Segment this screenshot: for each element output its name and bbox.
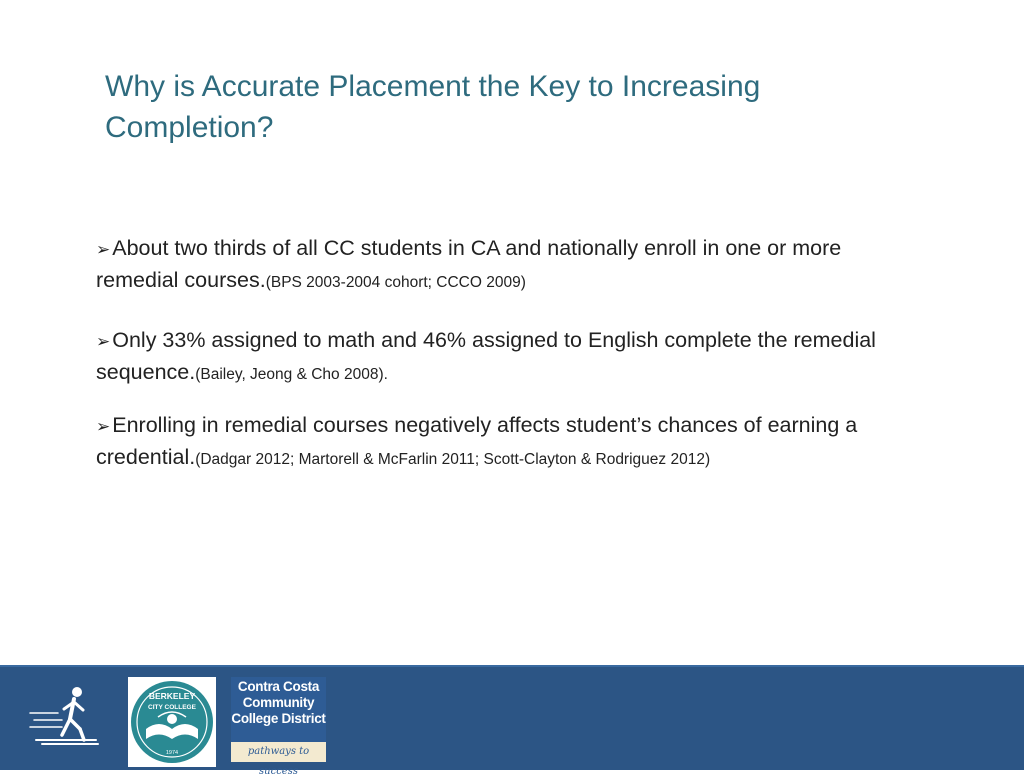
contra-costa-name — [231, 679, 326, 727]
bullet-item — [96, 325, 886, 390]
arrow-bullet-icon: ➢ — [96, 240, 111, 259]
contra-costa-tagline: pathways to success — [231, 742, 326, 762]
bullet-citation: (BPS 2003-2004 cohort; CCCO 2009) — [265, 274, 526, 291]
contra-costa-line: Contra Costa — [237, 679, 320, 694]
bullet-citation: (Dadgar 2012; Martorell & McFarlin 2011; Scott-Clayton & Rodriguez 2012) — [195, 451, 711, 468]
slide-title: Why is Accurate Placement the Key to Increasing Completion? — [105, 70, 761, 144]
bullet-item — [96, 233, 886, 298]
berkeley-year: 1974 — [165, 750, 179, 756]
contra-costa-logo — [231, 677, 326, 777]
bullet-item — [96, 410, 886, 475]
bullet-citation: (Bailey, Jeong & Cho 2008). — [195, 366, 388, 383]
bullet-text: Only 33% assigned to math and 46% assigned to English complete the remedial sequence. — [96, 328, 876, 384]
footer-bar — [0, 665, 1024, 777]
berkeley-line2: CITY COLLEGE — [148, 704, 196, 711]
arrow-bullet-icon: ➢ — [96, 417, 111, 436]
bullet-text: Enrolling in remedial courses negatively affects student’s chances of earning a credential. — [96, 413, 858, 469]
running-person-icon — [28, 685, 102, 749]
berkeley-seal-icon — [128, 677, 216, 767]
arrow-bullet-icon: ➢ — [96, 332, 111, 351]
bullet-text: About two thirds of all CC students in CA and nationally enroll in one or more remedial courses. — [96, 236, 842, 292]
contra-costa-line: College District — [231, 711, 326, 726]
contra-costa-line: Community — [242, 695, 315, 710]
berkeley-line1: BERKELEY — [148, 691, 196, 701]
berkeley-city-college-logo — [128, 677, 216, 767]
